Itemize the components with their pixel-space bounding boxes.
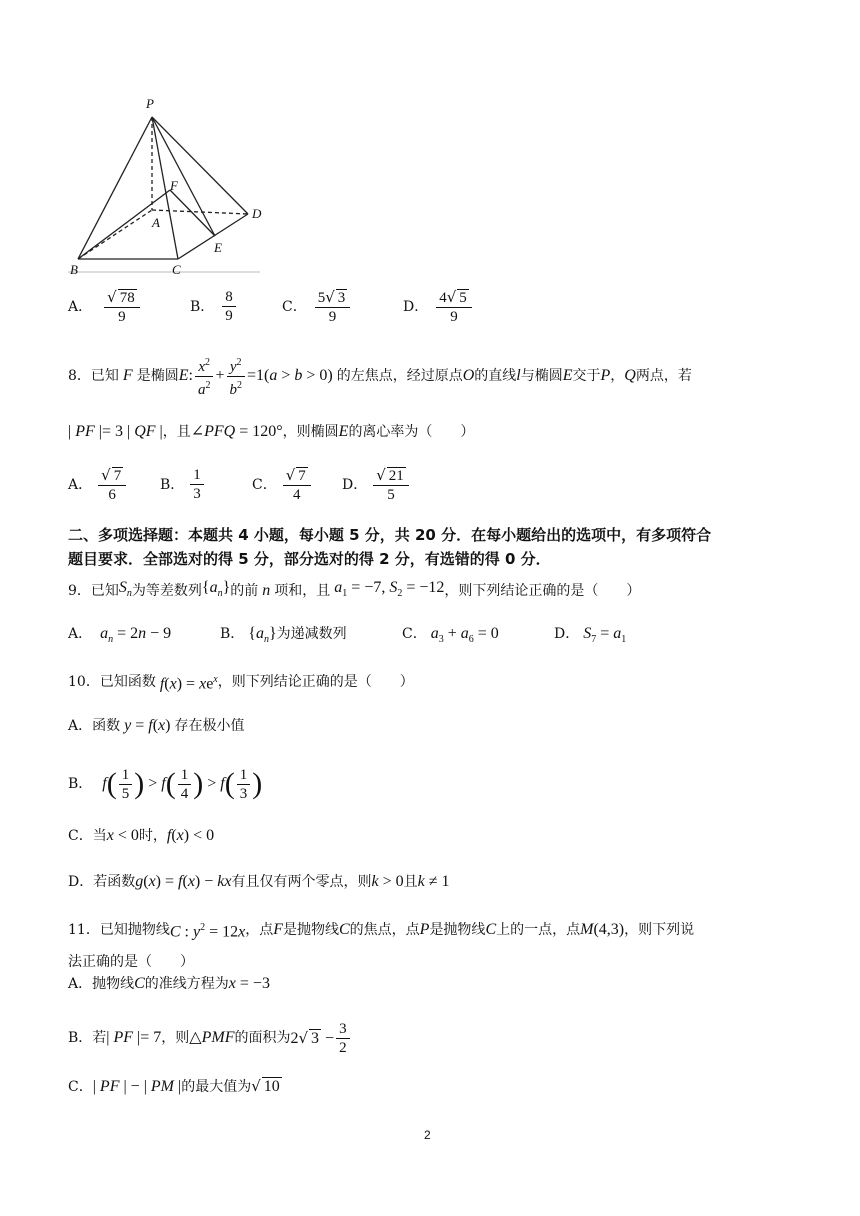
section2-heading-line2: 题目要求．全部选对的得 5 分，部分选对的得 2 分，有选错的得 0 分． bbox=[68, 550, 551, 568]
q9-option-b: B． $\{a_n\}$为递减数列 bbox=[220, 625, 347, 646]
q8-option-d: D． $\frac{√ 21}{5}$ bbox=[342, 466, 411, 504]
q10-option-c: C．当 x < 0 时， f(x) < 0 bbox=[68, 827, 215, 844]
q11-option-a: A．抛物线 C 的准线方程为 x = −3 bbox=[68, 975, 270, 992]
q8-option-b: B． $\frac{1}{3}$ bbox=[160, 466, 206, 503]
label-E: E bbox=[214, 240, 222, 255]
q8-option-c: C． $\frac{√ 7}{4}$ bbox=[252, 466, 313, 504]
q8-option-a: A． $\frac{√ 7}{6}$ bbox=[68, 466, 128, 504]
label-D: D bbox=[252, 206, 262, 221]
q8-stem-line1: 8．已知 F 是椭圆 E : $\frac{x^2}{a^2}$ + $\frac{y^2}{b^2}$ =1(a > b > 0) 的左焦点，经过原点 O 的直线 l 与椭圆 E 交于 P ， Q 两点，若 bbox=[68, 356, 692, 396]
q9-options bbox=[68, 624, 668, 646]
q8-stem-line2: | PF |= 3 | QF | ，且 ∠PFQ = 120° ，则椭圆 E 的离心率为（ ） bbox=[68, 423, 475, 440]
q9-option-c: C． $a_3 + a_6 = 0$ bbox=[402, 625, 499, 646]
pyramid-figure bbox=[60, 92, 270, 282]
q7-option-a: A． $\frac{√ 78}{9}$ bbox=[68, 288, 142, 326]
label-B: B bbox=[70, 262, 78, 277]
q11-option-b: B．若 | PF |= 7 ，则 △PMF 的面积为 2√ 3 − $\frac{3}{2}$ bbox=[68, 1016, 352, 1060]
label-F: F bbox=[170, 178, 178, 193]
q9-option-a: A． $a_n = 2n - 9$ bbox=[68, 625, 172, 646]
label-P: P bbox=[146, 96, 154, 111]
q8-options bbox=[68, 466, 488, 512]
label-C: C bbox=[172, 262, 181, 277]
q7-option-d: D． $\frac{4√ 5}{9}$ bbox=[403, 288, 474, 326]
page-number: 2 bbox=[424, 1128, 431, 1142]
q10-option-a: A．函数 y = f(x) 存在极小值 bbox=[68, 717, 245, 734]
q7-option-c: C． $\frac{5√ 3}{9}$ bbox=[282, 288, 352, 326]
q10-option-b: B． f ( $\frac{1}{5}$ ) > f ( $\frac{1}{4}$ ) > f ( $\frac{1}{3}$ ) bbox=[68, 766, 263, 802]
q10-stem: 10．已知函数 $f(x) = xe^x$ ，则下列结论正确的是（ ） bbox=[68, 674, 414, 693]
q9-option-d: D． $S_7 = a_1$ bbox=[554, 625, 627, 646]
q7-options bbox=[68, 288, 488, 334]
q11-stem-line1: 11．已知抛物线 C : $y^2 = 12x$ ，点 F 是抛物线 C 的焦点，点 P 是抛物线 C 上的一点，点 M(4,3) ，则下列说 bbox=[68, 921, 695, 941]
q9-stem: 9．已知 $S_n$ 为等差数列 $\{a_n\}$ 的前 n 项和，且 $a_1 = -7$, $S_2 = -12$ ，则下列结论正确的是（ ） bbox=[68, 579, 641, 600]
q7-option-b: B． $\frac{8}{9}$ bbox=[190, 288, 238, 325]
label-A: A bbox=[152, 215, 160, 230]
q11-stem-line2: 法正确的是（ ） bbox=[68, 954, 194, 970]
q10-option-d: D．若函数 g(x) = f(x) − kx 有且仅有两个零点，则 k > 0 且 k ≠ 1 bbox=[68, 873, 450, 890]
section2-heading-line1: 二、多项选择题：本题共 4 小题，每小题 5 分，共 20 分．在每小题给出的选项中，有多项符合 bbox=[68, 526, 712, 544]
q11-option-c: C． | PF | − | PM | 的最大值为 √ 10 bbox=[68, 1077, 280, 1095]
